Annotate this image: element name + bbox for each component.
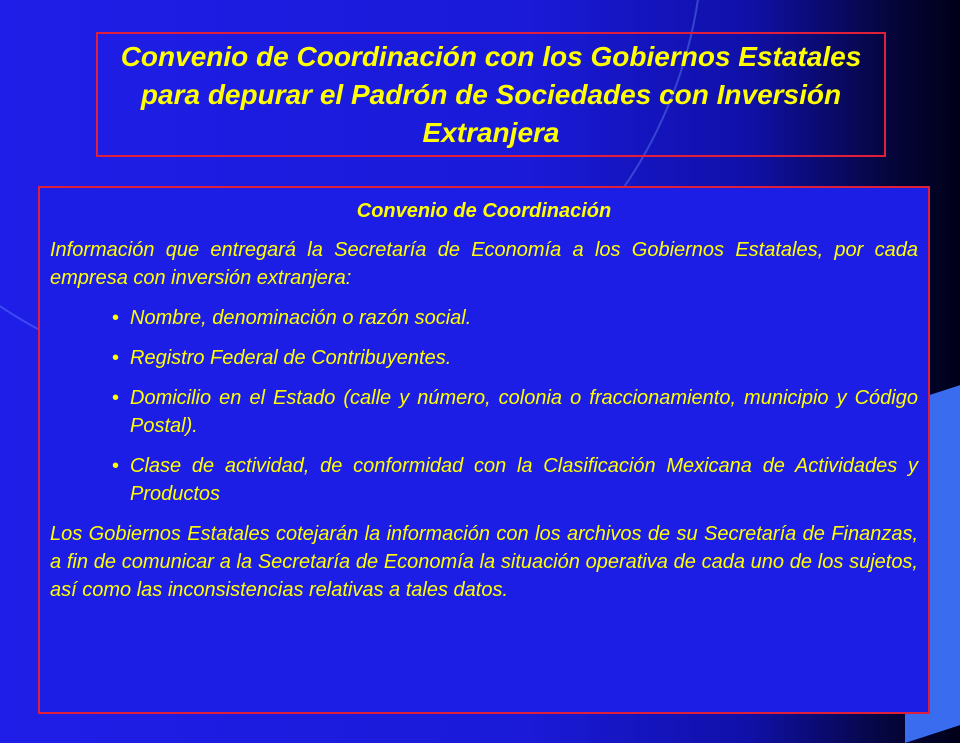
content-box bbox=[38, 186, 930, 714]
bullet-icon: • bbox=[112, 387, 120, 409]
list-item-text: Nombre, denominación o razón social. bbox=[130, 307, 472, 329]
list-item bbox=[112, 452, 918, 508]
list-item bbox=[112, 384, 918, 440]
list-item bbox=[112, 344, 918, 372]
title-box bbox=[96, 32, 886, 157]
bullet-icon: • bbox=[112, 455, 120, 477]
bullet-icon: • bbox=[112, 347, 120, 369]
list-item-text: Registro Federal de Contribuyentes. bbox=[130, 347, 452, 369]
content-heading: Convenio de Coordinación bbox=[356, 200, 612, 222]
slide-title: Convenio de Coordinación con los Gobiernos Estatales para depurar el Padrón de Sociedades con Inversión Extranjera bbox=[120, 40, 862, 148]
list-item-text: Domicilio en el Estado (calle y número, colonia o fraccionamiento, municipio y Código Postal). bbox=[130, 387, 918, 437]
info-list bbox=[50, 304, 918, 508]
intro-paragraph: Información que entregará la Secretaría de Economía a los Gobiernos Estatales, por cada empresa con inversión extranjera: bbox=[50, 239, 918, 289]
bullet-icon: • bbox=[112, 307, 120, 329]
list-item-text: Clase de actividad, de conformidad con la Clasificación Mexicana de Actividades y Productos bbox=[130, 455, 918, 505]
list-item bbox=[112, 304, 918, 332]
closing-paragraph: Los Gobiernos Estatales cotejarán la información con los archivos de su Secretaría de Finanzas, a fin de comunicar a la Secretaría de Economía la situación operativa de cada uno de los sujetos, así como las inconsistencias relativas a tales datos. bbox=[50, 523, 918, 601]
